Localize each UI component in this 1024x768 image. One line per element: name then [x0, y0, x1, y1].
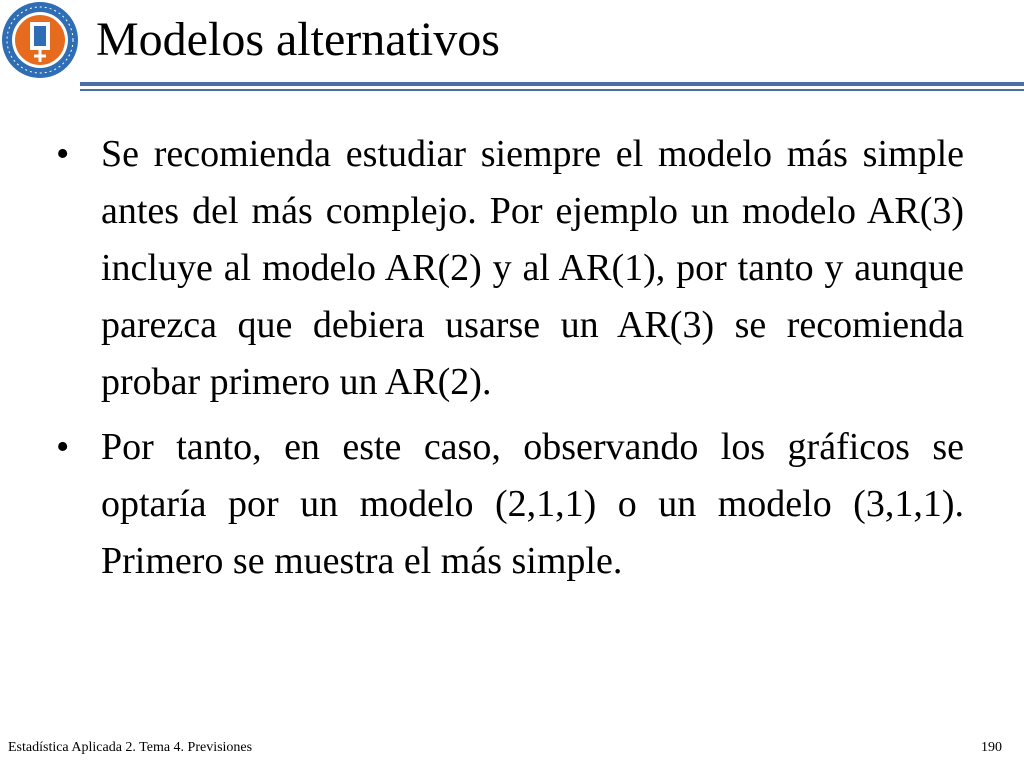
footer-course-label: Estadística Aplicada 2. Tema 4. Previsiones	[8, 740, 253, 755]
bullet-marker: •	[56, 133, 70, 175]
title-divider	[80, 82, 1024, 86]
university-logo	[0, 0, 80, 80]
slide-title: Modelos alternativos	[96, 13, 500, 66]
bullet-list	[56, 126, 964, 598]
bullet-item	[56, 126, 964, 411]
bullet-text: Por tanto, en este caso, observando los gráficos se optaría por un modelo (2,1,1) o un modelo (3,1,1). Primero se muestra el más simple.	[101, 426, 964, 582]
university-seal-icon	[0, 0, 80, 80]
title-divider-thin	[80, 89, 1024, 91]
bullet-item	[56, 419, 964, 590]
bullet-text: Se recomienda estudiar siempre el modelo más simple antes del más complejo. Por ejemplo un modelo AR(3) incluye al modelo AR(2) y al AR(1), por tanto y aunque parezca que debiera usarse un AR(3) se recomienda probar primero un AR(2).	[101, 133, 964, 403]
page-number: 190	[981, 740, 1002, 755]
bullet-marker: •	[56, 426, 70, 468]
